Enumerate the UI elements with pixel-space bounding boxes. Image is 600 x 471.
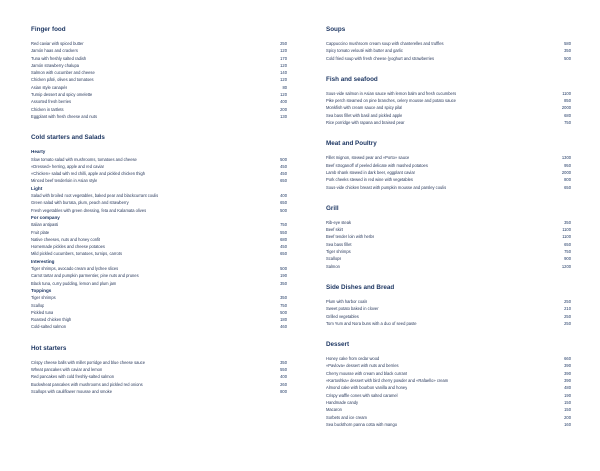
section-title: Soups (326, 26, 346, 33)
section-title: Grill (326, 204, 339, 212)
menu-item (326, 154, 571, 161)
menu-item-name: Salad with broiled root vegetables, baked pear and blackcurrant coulis (31, 193, 159, 199)
menu-item (326, 184, 571, 191)
menu-item (31, 243, 287, 250)
menu-item-price: 120 (280, 62, 287, 68)
menu-item-price: 250 (564, 313, 571, 319)
menu-item (31, 47, 287, 54)
menu-item-name: Turnip dessert and spicy omelette (31, 92, 93, 98)
menu-item (31, 170, 287, 177)
menu-item (31, 76, 287, 83)
menu-item-price: 480 (564, 385, 571, 391)
section-spacer (31, 331, 287, 345)
menu-item-price: 350 (564, 219, 571, 225)
menu-item (31, 113, 287, 120)
menu-item-price: 650 (564, 184, 571, 190)
menu-item (326, 90, 571, 97)
menu-item-name: Scallop (31, 302, 45, 308)
menu-item (326, 176, 571, 183)
menu-item (31, 309, 287, 316)
menu-item-name: Handmade candy (326, 399, 359, 405)
menu-item-name: Almond cake with bourbon vanilla and honey (326, 385, 408, 391)
menu-item-name: Red caviar with spiced butter (31, 41, 84, 46)
menu-item-price: 80 (282, 84, 287, 90)
section-spacer (326, 126, 571, 140)
menu-item-name: Mild pickled cucumbers, tomatoes, turnips, carrots (31, 251, 123, 257)
menu-section-hot-starters (31, 345, 287, 395)
menu-item-price: 150 (564, 399, 571, 405)
menu-item-price: 190 (280, 273, 287, 279)
menu-item-price: 500 (280, 207, 287, 213)
menu-item-price: 650 (564, 241, 571, 247)
section-spacer (326, 327, 571, 341)
menu-item (326, 370, 571, 377)
menu-item-name: Black tuna, curry pudding, lemon and plum jam (31, 280, 117, 286)
menu-item (31, 221, 287, 228)
menu-item-name: Fillet mignon, stewed pear and «Porto» sauce (326, 155, 410, 161)
menu-item-price: 140 (280, 70, 287, 76)
menu-item-price: 120 (280, 77, 287, 83)
menu-item-price: 800 (280, 388, 287, 394)
menu-item (326, 377, 571, 384)
menu-item-price: 350 (280, 359, 287, 365)
menu-item-price: 1100 (562, 90, 571, 96)
section-title: Cold starters and Salads (31, 134, 105, 142)
menu-item (326, 406, 571, 413)
menu-item (326, 263, 571, 270)
menu-item-name: Jamón strawberry chalupa (31, 62, 80, 68)
menu-item-name: Rice porridge with rapana and braised pear (326, 120, 405, 126)
menu-item-price: 680 (564, 112, 571, 118)
menu-item-price: 400 (280, 99, 287, 105)
menu-item (326, 112, 571, 119)
menu-item-name: Cold fried soup with fresh cheese (yoghurt and strawberries (326, 55, 435, 61)
menu-item (326, 305, 571, 312)
menu-item (326, 162, 571, 169)
menu-item-price: 1100 (562, 227, 571, 233)
menu-item-name: Homemade pickles and cheese potatoes (31, 244, 105, 250)
section-title: Dessert (326, 341, 350, 349)
menu-item-name: Spicy tomato velouté with butter and garlic (326, 48, 403, 54)
menu-item-name: Sorbets and ice cream (326, 414, 367, 420)
menu-item (326, 55, 571, 62)
menu-item-price: 120 (280, 92, 287, 98)
menu-item-price: 500 (280, 156, 287, 162)
menu-item (326, 421, 571, 428)
menu-item (326, 219, 571, 226)
menu-item-list (31, 192, 287, 214)
menu-item (31, 106, 287, 113)
menu-right-column (326, 26, 571, 428)
menu-item-name: Pickled tuna (31, 309, 54, 315)
menu-item-price: 500 (280, 309, 287, 315)
menu-section-side-dishes-and-bread (326, 284, 571, 327)
menu-item-price: 200 (280, 106, 287, 112)
menu-item-price: 580 (564, 41, 571, 46)
menu-item-price: 650 (280, 251, 287, 257)
menu-item (326, 320, 571, 327)
menu-item-name: Lamb shank stewed in dark beer, eggplant caviar (326, 169, 415, 175)
subsection-title: Light (31, 185, 43, 191)
menu-item (326, 169, 571, 176)
menu-item-name: Wheat pancakes with caviar and lemon (31, 366, 103, 372)
menu-item (326, 392, 571, 399)
menu-item-name: Scallops with cauliflower mousse and smoke (31, 388, 113, 394)
menu-item (31, 156, 287, 163)
menu-item (326, 298, 571, 305)
menu-item-name: Green salad with burrata, plum, peach and strawberry (31, 200, 129, 206)
menu-section-dessert (326, 341, 571, 428)
menu-item-name: Fruit plate (31, 229, 50, 235)
menu-item-price: 260 (280, 381, 287, 387)
menu-item-price: 130 (280, 113, 287, 119)
menu-item-name: Honey cake from cedar wood (326, 356, 380, 362)
menu-item (326, 40, 571, 47)
menu-item-name: Cappuccino mushroom cream soup with chanterelles and truffles (326, 41, 444, 46)
menu-item-name: Tuna with freshly salted radish (31, 55, 87, 61)
menu-item-price: 450 (280, 171, 287, 177)
menu-item (31, 381, 287, 388)
menu-item-price: 680 (280, 236, 287, 242)
menu-item-list (31, 40, 287, 120)
subsection-title: Hearty (31, 149, 46, 155)
menu-item-name: «Dressed» herring, apple and red caviar (31, 163, 105, 169)
menu-item-price: 850 (564, 98, 571, 104)
menu-item-price: 250 (280, 41, 287, 46)
menu-item-name: Tiger shrimps (31, 295, 56, 301)
menu-item (326, 362, 571, 369)
menu-item-list (31, 294, 287, 330)
menu-item-name: Assorted fresh berries (31, 99, 72, 105)
section-spacer (326, 191, 571, 205)
menu-item-list (326, 154, 571, 190)
menu-item (31, 373, 287, 380)
menu-item (31, 272, 287, 279)
menu-item-price: 450 (280, 244, 287, 250)
menu-item-name: Beef tender loin with herbs (326, 234, 375, 240)
menu-item-list (31, 359, 287, 395)
menu-item (31, 265, 287, 272)
menu-item (326, 119, 571, 126)
section-title: Side Dishes and Bread (326, 283, 395, 291)
menu-item-name: Crispy cheese balls with millet porridge and blue cheese sauce (31, 359, 146, 365)
menu-item-name: Cold-salted salmon (31, 324, 67, 330)
menu-item-list (326, 298, 571, 327)
menu-item-name: Sweet potato baked in clover (326, 306, 379, 312)
menu-item-price: 190 (564, 392, 571, 398)
menu-item (31, 84, 287, 91)
menu-item (31, 177, 287, 184)
menu-item (31, 163, 287, 170)
menu-item-price: 120 (280, 48, 287, 54)
menu-item-name: Beef stroganoff of peeled delicate with mashed potatoes (326, 162, 428, 168)
menu-item-name: Macaron (326, 407, 342, 413)
menu-item-name: Sea bass fillet (326, 241, 352, 247)
menu-item-price: 170 (280, 55, 287, 61)
menu-item-price: 950 (564, 162, 571, 168)
menu-item-name: Native cheeses, nuts and honey confit (31, 236, 101, 242)
menu-item-price: 750 (280, 302, 287, 308)
menu-item-name: Eggplant with fresh cheese and nuts (31, 113, 97, 119)
menu-item (31, 302, 287, 309)
menu-item (326, 47, 571, 54)
menu-item-name: Pork cheeks stewed in red wine with vegetables (326, 177, 413, 183)
menu-item (326, 313, 571, 320)
menu-item-price: 1300 (561, 155, 571, 161)
menu-item-price: 660 (564, 356, 571, 362)
section-title: Meat and Poultry (326, 140, 377, 148)
menu-item (31, 98, 287, 105)
menu-item-name: Slow tomato salad with mushrooms, tomatoes and cheese (31, 156, 137, 162)
menu-item-price: 150 (564, 407, 571, 413)
menu-item-price: 2000 (561, 105, 571, 111)
subsection-title: Interesting (31, 258, 55, 264)
menu-item-price: 550 (280, 366, 287, 372)
section-title: Finger food (31, 26, 66, 33)
menu-item (31, 323, 287, 330)
menu-item (31, 316, 287, 323)
menu-item-name: Salmon (326, 263, 340, 269)
menu-item-price: 2000 (561, 169, 571, 175)
section-spacer (326, 270, 571, 284)
menu-item (31, 40, 287, 47)
menu-item-list (326, 219, 571, 270)
menu-item-name: Beef skirt (326, 227, 344, 233)
menu-section-grill (326, 205, 571, 270)
menu-item (31, 236, 287, 243)
menu-item-price: 400 (280, 193, 287, 199)
menu-item-name: Sous-vide chicken breast with pumpkin mousse and parsley coulis (326, 184, 447, 190)
menu-item-name: «Pavlova» dessert with nuts and berries (326, 363, 399, 369)
menu-item (326, 384, 571, 391)
section-spacer (326, 62, 571, 76)
menu-section-fish-and-seafood (326, 76, 571, 126)
menu-section-finger-food (31, 26, 287, 120)
menu-item (31, 199, 287, 206)
menu-item-name: Minced beef tenderloin in Asian style (31, 178, 98, 184)
menu-item-name: Tiger shrimps, avocado cream and lychee slices (31, 266, 119, 272)
menu-item-price: 400 (280, 374, 287, 380)
menu-item-name: Red pancakes with cold freshly-salted salmon (31, 374, 115, 380)
menu-section-cold-starters-and-salads (31, 134, 287, 330)
menu-item (326, 255, 571, 262)
menu-item-list (31, 156, 287, 185)
menu-item-name: Pike perch steamed on pine branches, celery mousse and potato sauce (326, 98, 456, 104)
subsection-title: For company (31, 214, 60, 220)
menu-item-name: Scallops (326, 256, 342, 262)
menu-item-name: Jamón haas and crackers (31, 48, 78, 54)
section-spacer (31, 120, 287, 134)
menu-item-price: 390 (564, 378, 571, 384)
menu-section-meat-and-poultry (326, 140, 571, 190)
menu-item (326, 399, 571, 406)
menu-item (31, 280, 287, 287)
menu-item (326, 248, 571, 255)
menu-item-price: 200 (564, 414, 571, 420)
menu-item-price: 1100 (562, 234, 571, 240)
menu-item-price: 250 (564, 298, 571, 304)
menu-item (326, 414, 571, 421)
menu-item-name: Monkfish with cream sauce and spicy pilaf (326, 105, 403, 111)
menu-item (326, 104, 571, 111)
menu-item-price: 250 (564, 320, 571, 326)
menu-item (326, 355, 571, 362)
menu-item-price: 650 (280, 178, 287, 184)
menu-item-price: 750 (564, 249, 571, 255)
menu-item (31, 91, 287, 98)
menu-item-name: Sea buckthorn panna cotta with mango (326, 421, 398, 427)
menu-item-price: 210 (564, 306, 571, 312)
menu-item (31, 192, 287, 199)
menu-item-name: Asian style canapés (31, 84, 68, 90)
menu-item-list (31, 265, 287, 287)
menu-item (31, 294, 287, 301)
menu-item-name: Buckwheat pancakes with mushrooms and pickled red onions (31, 381, 143, 387)
menu-left-column (31, 26, 287, 395)
menu-item (326, 97, 571, 104)
section-title: Hot starters (31, 344, 67, 352)
menu-item-price: 1200 (561, 263, 571, 269)
menu-item (326, 233, 571, 240)
menu-item-name: «Chicken» salad with red chilli, apple and pickled chicken thigh (31, 171, 146, 177)
menu-item-list (326, 40, 571, 62)
menu-item (31, 62, 287, 69)
section-title: Fish and seafood (326, 75, 378, 83)
menu-item-price: 500 (280, 266, 287, 272)
menu-item (326, 226, 571, 233)
menu-item-price: 460 (280, 324, 287, 330)
menu-item (31, 69, 287, 76)
menu-item (31, 229, 287, 236)
menu-item (31, 359, 287, 366)
menu-item-name: Cherry mousse with cream and black currant (326, 370, 408, 376)
menu-item (31, 207, 287, 214)
menu-section-soups (326, 26, 571, 62)
menu-item-price: 900 (564, 256, 571, 262)
menu-item-name: Roasted chicken thigh (31, 317, 72, 323)
menu-item (31, 250, 287, 257)
menu-item-name: Tiger shrimps (326, 249, 351, 255)
menu-item-price: 390 (564, 370, 571, 376)
menu-item-price: 160 (564, 421, 571, 427)
menu-item-name: Chicken pâté, olives and tomatoes (31, 77, 94, 83)
menu-item-name: Salmon with cucumber and cheese (31, 70, 95, 76)
menu-item-name: Sea bass fillet with basil and pickled apple (326, 112, 403, 118)
menu-item-name: Plum with harbor coals (326, 298, 368, 304)
menu-item-price: 500 (564, 55, 571, 61)
menu-item-name: Rib-eye steak (326, 219, 352, 225)
menu-item-price: 350 (564, 48, 571, 54)
menu-item-price: 550 (280, 229, 287, 235)
menu-item (31, 366, 287, 373)
menu-item-name: Carrot tartar and pumpkin parmentier, pine nuts and prunes (31, 273, 139, 279)
menu-item-price: 750 (564, 120, 571, 126)
menu-item-price: 350 (280, 295, 287, 301)
menu-item-name: Chicken in tartlets (31, 106, 64, 112)
menu-item (31, 388, 287, 395)
menu-item-name: Crispy waffle cones with salted caramel (326, 392, 398, 398)
menu-item-list (326, 90, 571, 126)
menu-item-price: 390 (564, 363, 571, 369)
menu-item-price: 350 (280, 280, 287, 286)
menu-item-list (326, 355, 571, 428)
menu-item-price: 450 (280, 163, 287, 169)
menu-item-price: 180 (280, 317, 287, 323)
menu-item-list (31, 221, 287, 257)
menu-item-name: Sous-vide salmon in Asian sauce with lemon balm and fresh cucumbers (326, 90, 457, 96)
menu-item-name: Italian antipasti (31, 222, 59, 228)
menu-item-price: 800 (564, 177, 571, 183)
menu-item-name: Tom Yum and Nora buns with a duo of seed paste (326, 320, 417, 326)
subsection-title: Toppings (31, 287, 52, 293)
menu-item (31, 55, 287, 62)
menu-item (326, 241, 571, 248)
menu-item-price: 650 (280, 200, 287, 206)
menu-item-name: «Kartoshka» dessert with bird cherry powder and «Rafaello» cream (326, 378, 449, 384)
menu-item-price: 750 (280, 222, 287, 228)
menu-item-name: Grilled vegetables (326, 313, 359, 319)
menu-item-name: Fresh vegetables with green dressing, feta and Kalamata olives (31, 207, 147, 213)
